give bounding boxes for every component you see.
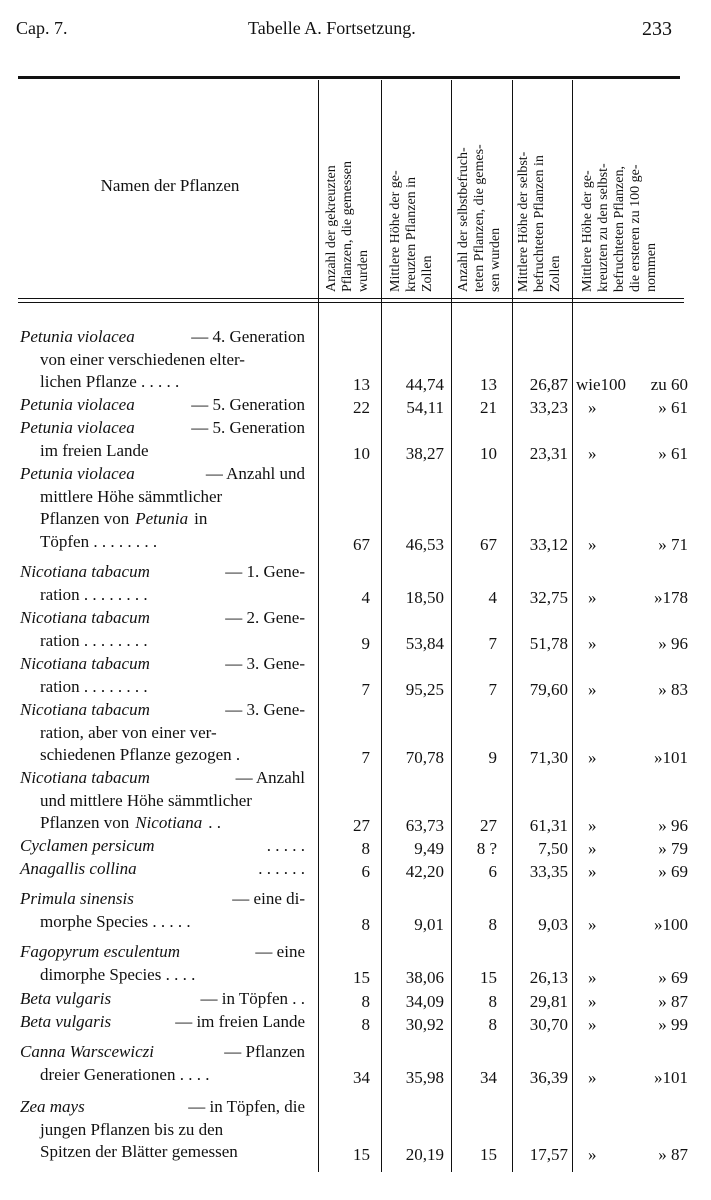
crossed-height: 38,27 <box>405 443 444 463</box>
name-line <box>20 988 305 1011</box>
self-height: 9,03 <box>538 914 568 934</box>
plant-name <box>20 607 305 652</box>
name-line <box>20 835 305 858</box>
species-name: Nicotiana tabacum <box>20 608 150 627</box>
crossed-height: 9,49 <box>414 839 444 858</box>
name-text: dimorphe Species . . . . <box>40 964 196 984</box>
self-count: 67 <box>480 535 497 555</box>
crossed-count: 7 <box>361 748 370 768</box>
crossed-height: 38,06 <box>405 967 444 987</box>
self-count: 34 <box>480 1067 497 1087</box>
column-header-ratio: Mittlere Höhe der ge- kreuzten zu den selbst- befruchteten Pflanzen, die ersteren zu 100 ge- nommen <box>580 163 659 292</box>
crossed-count: 13 <box>353 375 370 395</box>
self-count: 8 <box>488 1015 497 1034</box>
name-line <box>20 790 305 813</box>
species-name: Canna Warscewiczi <box>20 1042 154 1061</box>
name-note: — 5. Generation <box>191 418 305 437</box>
species-name: Anagallis collina <box>20 859 137 878</box>
column-divider <box>381 80 382 1172</box>
self-height: 26,87 <box>529 375 568 395</box>
name-note: — 3. Gene- <box>225 654 305 673</box>
crossed-count: 9 <box>361 633 370 653</box>
self-count: 10 <box>480 443 497 463</box>
self-height: 23,31 <box>529 443 568 463</box>
self-height: 36,39 <box>529 1067 568 1087</box>
name-line <box>20 1119 305 1142</box>
species-name: Beta vulgaris <box>20 989 112 1008</box>
self-count: 8 <box>488 914 497 934</box>
name-line <box>20 699 305 722</box>
table-title: Tabelle A. Fortsetzung. <box>248 18 416 38</box>
name-text: Pflanzen von <box>40 813 130 833</box>
plant-name <box>20 835 305 858</box>
name-note: — im freien Lande <box>175 1012 305 1031</box>
crossed-count: 7 <box>361 679 370 699</box>
column-divider <box>512 80 513 1172</box>
name-note: . . . . . <box>266 836 305 855</box>
name-note: — 2. Gene- <box>225 608 305 627</box>
crossed-height: 34,09 <box>405 992 444 1011</box>
name-note: — in Töpfen, die <box>188 1097 305 1116</box>
ratio-value: » 87 <box>658 992 688 1011</box>
name-note: — Pflanzen <box>224 1042 305 1061</box>
species-name: Petunia violacea <box>20 395 135 414</box>
species-name: Nicotiana tabacum <box>20 768 150 787</box>
self-height: 51,78 <box>529 633 568 653</box>
crossed-count: 10 <box>353 443 370 463</box>
name-text: schiedenen Pflanze gezogen . <box>40 745 241 765</box>
name-line <box>20 744 305 767</box>
name-text: jungen Pflanzen bis zu den <box>40 1119 224 1139</box>
name-text: von einer verschiedenen elter- <box>40 349 245 369</box>
ratio-value: » 83 <box>658 679 688 699</box>
name-line <box>20 531 305 554</box>
page-number: 233 <box>642 18 672 40</box>
plant-name <box>20 858 305 881</box>
ratio-prefix: » <box>588 398 597 417</box>
name-line <box>20 941 305 964</box>
species-name: Petunia violacea <box>20 464 135 483</box>
ratio-prefix: » <box>588 992 597 1011</box>
crossed-count: 22 <box>353 398 370 417</box>
name-text: ration . . . . . . . . <box>40 630 148 650</box>
name-line <box>20 508 305 531</box>
name-text: ration . . . . . . . . <box>40 584 148 604</box>
crossed-count: 15 <box>353 1145 370 1165</box>
species-name: Petunia violacea <box>20 327 135 346</box>
name-line <box>20 858 305 881</box>
name-text: . . <box>208 813 222 833</box>
name-note: — 5. Generation <box>191 395 305 414</box>
self-count: 4 <box>488 587 497 607</box>
ratio-value: » 96 <box>658 633 688 653</box>
column-divider <box>451 80 452 1172</box>
plant-name <box>20 1096 305 1164</box>
crossed-count: 4 <box>361 587 370 607</box>
name-line <box>20 371 305 394</box>
species-name: Nicotiana tabacum <box>20 700 150 719</box>
species-name: Zea mays <box>20 1097 85 1116</box>
name-line <box>20 1096 305 1119</box>
self-height: 61,31 <box>529 816 568 836</box>
self-height: 26,13 <box>529 967 568 987</box>
self-count: 8 <box>488 992 497 1011</box>
name-line <box>20 812 305 835</box>
ratio-prefix: » <box>588 914 597 934</box>
crossed-height: 95,25 <box>405 679 444 699</box>
ratio-value: »100 <box>654 914 688 934</box>
species-name: Primula sinensis <box>20 889 134 908</box>
name-line <box>20 561 305 584</box>
species-name: Cyclamen persicum <box>20 836 155 855</box>
name-line <box>20 1141 305 1164</box>
self-height: 33,23 <box>529 398 568 417</box>
plant-name <box>20 888 305 933</box>
ratio-prefix: » <box>588 839 597 858</box>
page-header <box>0 0 711 60</box>
ratio-prefix: » <box>588 862 597 881</box>
ratio-prefix: » <box>588 633 597 653</box>
name-line <box>20 676 305 699</box>
name-line <box>20 584 305 607</box>
ratio-value: » 79 <box>658 839 688 858</box>
crossed-count: 67 <box>353 535 370 555</box>
header-rule <box>18 298 684 299</box>
plant-name <box>20 699 305 767</box>
name-text: und mittlere Höhe sämmtlicher <box>40 790 252 810</box>
species-name: Fagopyrum esculentum <box>20 942 181 961</box>
name-text: im freien Lande <box>40 440 149 460</box>
name-text: Töpfen . . . . . . . . <box>40 532 158 552</box>
crossed-count: 34 <box>353 1067 370 1087</box>
self-height: 33,35 <box>529 862 568 881</box>
plant-name <box>20 1041 305 1086</box>
ratio-value: » 99 <box>658 1015 688 1034</box>
ratio-value: » 61 <box>658 443 688 463</box>
column-header-name: Namen der Pflanzen <box>100 176 240 195</box>
ratio-value: »178 <box>654 587 688 607</box>
plant-name <box>20 561 305 606</box>
name-note: — in Töpfen . . <box>200 989 305 1008</box>
name-line <box>20 463 305 486</box>
name-line <box>20 486 305 509</box>
self-height: 79,60 <box>529 679 568 699</box>
self-height: 71,30 <box>529 748 568 768</box>
self-count: 15 <box>480 967 497 987</box>
column-header-self-count: Anzahl der selbstbefruch- teten Pflanzen, die gemes- sen wurden <box>456 144 503 292</box>
name-line <box>20 911 305 934</box>
plant-name <box>20 767 305 835</box>
self-height: 29,81 <box>529 992 568 1011</box>
name-text: mittlere Höhe sämmtlicher <box>40 486 223 506</box>
name-line <box>20 888 305 911</box>
self-count: 9 <box>488 748 497 768</box>
name-line <box>20 326 305 349</box>
crossed-height: 35,98 <box>405 1067 444 1087</box>
genus-name: Petunia <box>135 509 189 529</box>
self-count: 7 <box>488 679 497 699</box>
ratio-prefix: » <box>588 816 597 836</box>
ratio-prefix: » <box>588 587 597 607</box>
name-line <box>20 767 305 790</box>
name-line <box>20 1041 305 1064</box>
ratio-prefix: » <box>588 1015 597 1034</box>
chapter-label: Cap. 7. <box>16 18 68 38</box>
name-text: dreier Generationen . . . . <box>40 1064 210 1084</box>
crossed-height: 44,74 <box>405 375 444 395</box>
crossed-count: 8 <box>361 1015 370 1034</box>
crossed-height: 70,78 <box>405 748 444 768</box>
column-divider <box>572 80 573 1172</box>
ratio-prefix: » <box>588 535 597 555</box>
ratio-value: » 69 <box>658 862 688 881</box>
self-height: 32,75 <box>529 587 568 607</box>
crossed-count: 27 <box>353 816 370 836</box>
crossed-count: 8 <box>361 992 370 1011</box>
self-count: 13 <box>480 375 497 395</box>
name-note: — 1. Gene- <box>225 562 305 581</box>
genus-name: Nicotiana <box>135 813 203 833</box>
self-height: 30,70 <box>529 1015 568 1034</box>
crossed-height: 42,20 <box>405 862 444 881</box>
name-line <box>20 440 305 463</box>
column-header-crossed-count: Anzahl der gekreuzten Pflanzen, die gemessen wurden <box>324 160 371 292</box>
name-text: Pflanzen von <box>40 509 130 529</box>
name-line <box>20 722 305 745</box>
name-note: — eine <box>255 942 305 961</box>
species-name: Nicotiana tabacum <box>20 562 150 581</box>
self-count: 8 ? <box>476 839 497 858</box>
ratio-value: » 69 <box>658 967 688 987</box>
name-text: ration, aber von einer ver- <box>40 722 217 742</box>
name-text: ration . . . . . . . . <box>40 676 148 696</box>
self-height: 7,50 <box>538 839 568 858</box>
plant-name <box>20 988 305 1011</box>
name-note: — 4. Generation <box>191 327 305 346</box>
name-text: Spitzen der Blätter gemessen <box>40 1142 238 1162</box>
crossed-height: 18,50 <box>405 587 444 607</box>
self-height: 17,57 <box>529 1145 568 1165</box>
ratio-prefix: » <box>588 748 597 768</box>
species-name: Beta vulgaris <box>20 1012 112 1031</box>
column-header-crossed-height: Mittlere Höhe der ge- kreuzten Pflanzen in Zollen <box>388 170 435 292</box>
ratio-value: zu 60 <box>650 375 688 395</box>
name-note: — Anzahl <box>235 768 305 787</box>
crossed-count: 8 <box>361 914 370 934</box>
ratio-prefix: » <box>588 679 597 699</box>
crossed-count: 8 <box>361 839 370 858</box>
ratio-value: »101 <box>654 748 688 768</box>
name-line <box>20 417 305 440</box>
plant-name <box>20 417 305 462</box>
top-rule <box>18 76 680 79</box>
name-line <box>20 394 305 417</box>
species-name: Nicotiana tabacum <box>20 654 150 673</box>
crossed-count: 6 <box>361 862 370 881</box>
self-height: 33,12 <box>529 535 568 555</box>
column-header-self-height: Mittlere Höhe der selbst- befruchteten Pflanzen in Zollen <box>516 151 563 292</box>
name-line <box>20 964 305 987</box>
self-count: 21 <box>480 398 497 417</box>
crossed-height: 63,73 <box>405 816 444 836</box>
name-line <box>20 1064 305 1087</box>
ratio-prefix: » <box>588 1145 597 1165</box>
name-text: morphe Species . . . . . <box>40 911 191 931</box>
ratio-value: » 96 <box>658 816 688 836</box>
ratio-value: » 87 <box>658 1145 688 1165</box>
plant-name <box>20 463 305 554</box>
self-count: 15 <box>480 1145 497 1165</box>
self-count: 6 <box>488 862 497 881</box>
crossed-height: 53,84 <box>405 633 444 653</box>
plant-name <box>20 394 305 417</box>
name-line <box>20 630 305 653</box>
name-note: — 3. Gene- <box>225 700 305 719</box>
name-text: in <box>194 509 208 529</box>
name-note: — eine di- <box>232 889 305 908</box>
name-line <box>20 1011 305 1034</box>
header-rule-double <box>18 302 684 303</box>
plant-name <box>20 653 305 698</box>
crossed-height: 54,11 <box>406 398 444 417</box>
ratio-prefix: wie100 <box>576 375 627 395</box>
plant-name <box>20 326 305 394</box>
plant-name <box>20 941 305 986</box>
plant-name <box>20 1011 305 1034</box>
ratio-value: » 71 <box>658 535 688 555</box>
column-divider <box>318 80 319 1172</box>
name-note: . . . . . . <box>258 859 305 878</box>
crossed-count: 15 <box>353 967 370 987</box>
name-note: — Anzahl und <box>205 464 305 483</box>
self-count: 27 <box>480 816 497 836</box>
name-text: lichen Pflanze . . . . . <box>40 372 180 392</box>
name-line <box>20 607 305 630</box>
ratio-value: »101 <box>654 1067 688 1087</box>
crossed-height: 46,53 <box>405 535 444 555</box>
self-count: 7 <box>488 633 497 653</box>
species-name: Petunia violacea <box>20 418 135 437</box>
ratio-prefix: » <box>588 967 597 987</box>
name-line <box>20 653 305 676</box>
crossed-height: 9,01 <box>414 914 444 934</box>
ratio-prefix: » <box>588 1067 597 1087</box>
name-line <box>20 349 305 372</box>
crossed-height: 20,19 <box>405 1145 444 1165</box>
crossed-height: 30,92 <box>405 1015 444 1034</box>
ratio-value: » 61 <box>658 398 688 417</box>
ratio-prefix: » <box>588 443 597 463</box>
